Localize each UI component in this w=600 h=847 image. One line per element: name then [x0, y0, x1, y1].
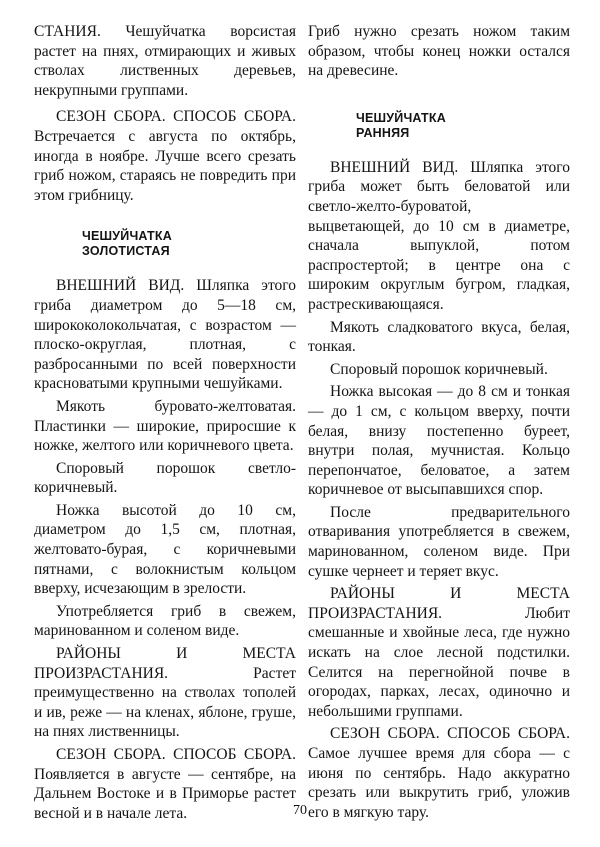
paragraph-spore-print: Споровый порошок светло-коричневый. [34, 459, 296, 497]
paragraph-flesh: Мякоть буровато-желтоватая. Пластинки — широкие, приросшие к ножке, желтого или коричневого цвета. [34, 397, 296, 455]
paragraph-season: СЕЗОН СБОРА. СПОСОБ СБОРА. Самое лучшее время для сбора — с июня по сентябрь. Надо аккуратно срезать или выкрутить гриб, уложив его в мягкую тару. [308, 725, 570, 821]
heading-line: ЧЕШУЙЧАТКА [356, 110, 446, 125]
paragraph-cutting-continued: Гриб нужно срезать ножом таким образом, чтобы конец ножки остался на древесине. [308, 23, 570, 80]
paragraph-habitat: РАЙОНЫ И МЕСТА ПРОИЗРАСТАНИЯ. Растет преимущественно на стволах тополей и ив, реже — на кленах, яблоне, груше, на пнях лиственницы. [34, 645, 296, 741]
paragraph-spore-print: Споровый порошок коричневый. [330, 360, 548, 378]
left-column [34, 22, 296, 826]
heading-line: ЧЕШУЙЧАТКА [82, 229, 172, 244]
paragraph-appearance: ВНЕШНИЙ ВИД. Шляпка этого гриба диаметром до 5—18 см, ширококолокольчатая, с возрастом — плоско-округлая, плотная, с разбросанными по всей поверхности красноватыми крупными чешуйками. [34, 277, 296, 393]
page-number: 70 [293, 803, 307, 818]
paragraph-usage: После предварительного отваривания употребляется в свежем, маринованном, соленом виде. При сушке чернеет и теряет вкус. [308, 503, 570, 580]
paragraph-usage: Употребляется гриб в свежем, маринованном и соленом виде. [34, 602, 296, 640]
paragraph-stem: Ножка высотой до 10 см, диаметром до 1,5 см, плотная, желтовато-бурая, с коричневыми пятнами, с волокнистым кольцом вверху, исчезающим в зрелости. [34, 501, 296, 598]
paragraph-habitat-continued: СТАНИЯ. Чешуйчатка ворсистая растет на пнях, отмирающих и живых стволах лиственных деревьев, некрупными группами. [34, 23, 296, 99]
heading-line: РАННЯЯ [356, 125, 410, 140]
paragraph-season-velvety: СЕЗОН СБОРА. СПОСОБ СБОРА. Встречается с августа по октябрь, иногда в ноябре. Лучше всего срезать гриб ножом, стараясь не повредить при этом грибницу. [34, 108, 296, 204]
paragraph-flesh: Мякоть сладковатого вкуса, белая, тонкая. [308, 318, 570, 356]
paragraph-appearance: ВНЕШНИЙ ВИД. Шляпка этого гриба может быть беловатой или светло-желто-буроватой, выцветающей, до 10 см в диаметре, сначала выпуклой, потом распростертой; в центре она с широким округлым бугром, гладкая, растрескивающаяся. [308, 158, 570, 313]
paragraph-season: СЕЗОН СБОРА. СПОСОБ СБОРА. Появляется в августе — сентябре, на Дальнем Востоке и в Приморье растет весной и в начале лета. [34, 746, 296, 822]
paragraph-habitat: РАЙОНЫ И МЕСТА ПРОИЗРАСТАНИЯ. Любит смешанные и хвойные леса, где нужно искать на слое лесной подстилки. Селится на перегнойной почве в огородах, парках, лесах, одиночно и небольшими группами. [308, 585, 570, 720]
right-column [308, 22, 570, 825]
paragraph-stem: Ножка высокая — до 8 см и тонкая — до 1 см, с кольцом вверху, почти белая, внизу постепенно буреет, внутри полая, мучнистая. Кольцо перепончатое, беловатое, а затем коричневое от высыпавшихся спор. [308, 383, 570, 499]
section-heading-early-pholiota [308, 111, 570, 141]
section-heading-golden-pholiota [34, 229, 296, 259]
heading-line: ЗОЛОТИСТАЯ [82, 244, 170, 259]
